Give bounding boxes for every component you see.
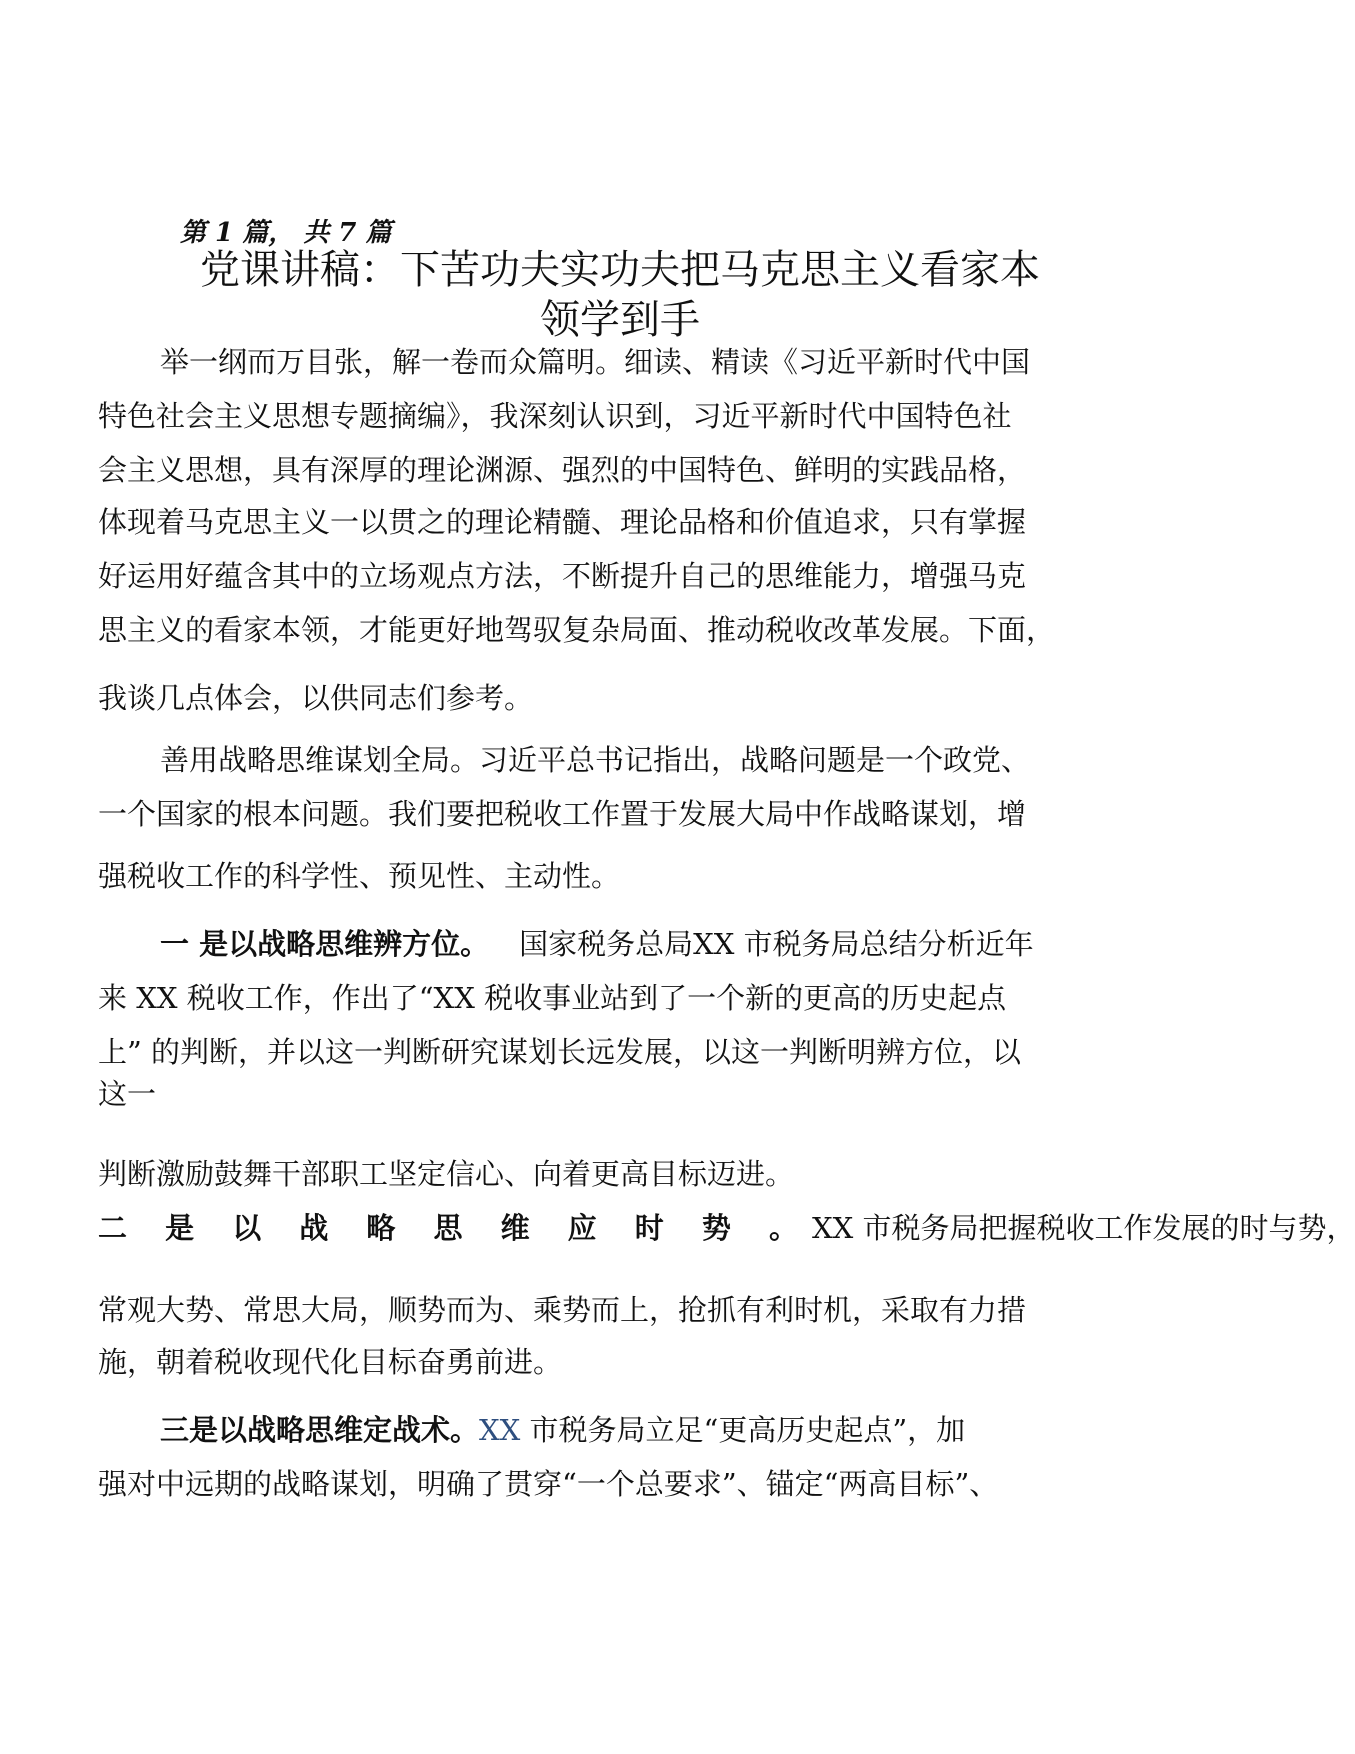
strategy-line-3: 强税收工作的科学性、预见性、主动性。 [98, 859, 621, 893]
strategy-line-1: 善用战略思维谋划全局。习近平总书记指出，战略问题是一个政党、 [160, 743, 1031, 777]
point1-line-2: 来 XX 税收工作，作出了“XX 税收事业站到了一个新的更高的历史起点 [98, 981, 1007, 1015]
point1-lead: 一 是以战略思维辨方位。 [160, 927, 490, 961]
point2-lead: 二 是 以 战 略 思 维 应 时 势 。 [98, 1211, 812, 1245]
point1-first-line [160, 926, 1034, 962]
intro-line-7: 我谈几点体会，以供同志们参考。 [98, 681, 534, 715]
intro-line-4: 体现着马克思主义一以贯之的理论精髓、理论品格和价值追求，只有掌握 [98, 505, 1027, 539]
point2-line-3: 施，朝着税收现代化目标奋勇前进。 [98, 1345, 563, 1379]
document-title-line-2: 领学到手 [540, 297, 700, 343]
intro-line-2: 特色社会主义思想专题摘编》，我深刻认识到，习近平新时代中国特色社 [98, 399, 1012, 433]
point3-lead: 三是以战略思维定战术。 [160, 1413, 480, 1447]
point2-first-line [98, 1210, 1355, 1246]
point2-line-2: 常观大势、常思大局，顺势而为、乘势而上，抢抓有利时机，采取有力措 [98, 1293, 1027, 1327]
point2-text: XX 市税务局把握税收工作发展的时与势， [811, 1211, 1355, 1245]
point1-line-4: 这一 [98, 1077, 157, 1111]
intro-line-6: 思主义的看家本领，才能更好地驾驭复杂局面、推动税收改革发展。下面， [98, 613, 1056, 647]
point3-first-line [160, 1412, 965, 1448]
point1-line-5: 判断激励鼓舞干部职工坚定信心、向着更高目标迈进。 [98, 1157, 795, 1191]
intro-line-1: 举一纲而万目张，解一卷而众篇明。细读、精读《习近平新时代中国 [160, 345, 1031, 379]
intro-line-3: 会主义思想，具有深厚的理论渊源、强烈的中国特色、鲜明的实践品格， [98, 453, 1027, 487]
strategy-line-2: 一个国家的根本问题。我们要把税收工作置于发展大局中作战略谋划，增 [98, 797, 1027, 831]
page-counter: 第 1 篇， 共 7 篇 [180, 218, 392, 248]
point3-text: 市税务局立足“更高历史起点”，加 [520, 1413, 966, 1447]
document-title-line-1: 党课讲稿：下苦功夫实功夫把马克思主义看家本 [200, 247, 1040, 293]
intro-line-5: 好运用好蕴含其中的立场观点方法，不断提升自己的思维能力，增强马克 [98, 559, 1027, 593]
point3-highlight: XX [479, 1413, 521, 1447]
point1-line-3: 上” 的判断，并以这一判断研究谋划长远发展，以这一判断明辨方位，以 [98, 1035, 1022, 1069]
point3-line-2: 强对中远期的战略谋划，明确了贯穿“一个总要求”、锚定“两高目标”、 [98, 1467, 999, 1501]
point1-text: 国家税务总局XX 市税务局总结分析近年 [519, 927, 1034, 961]
